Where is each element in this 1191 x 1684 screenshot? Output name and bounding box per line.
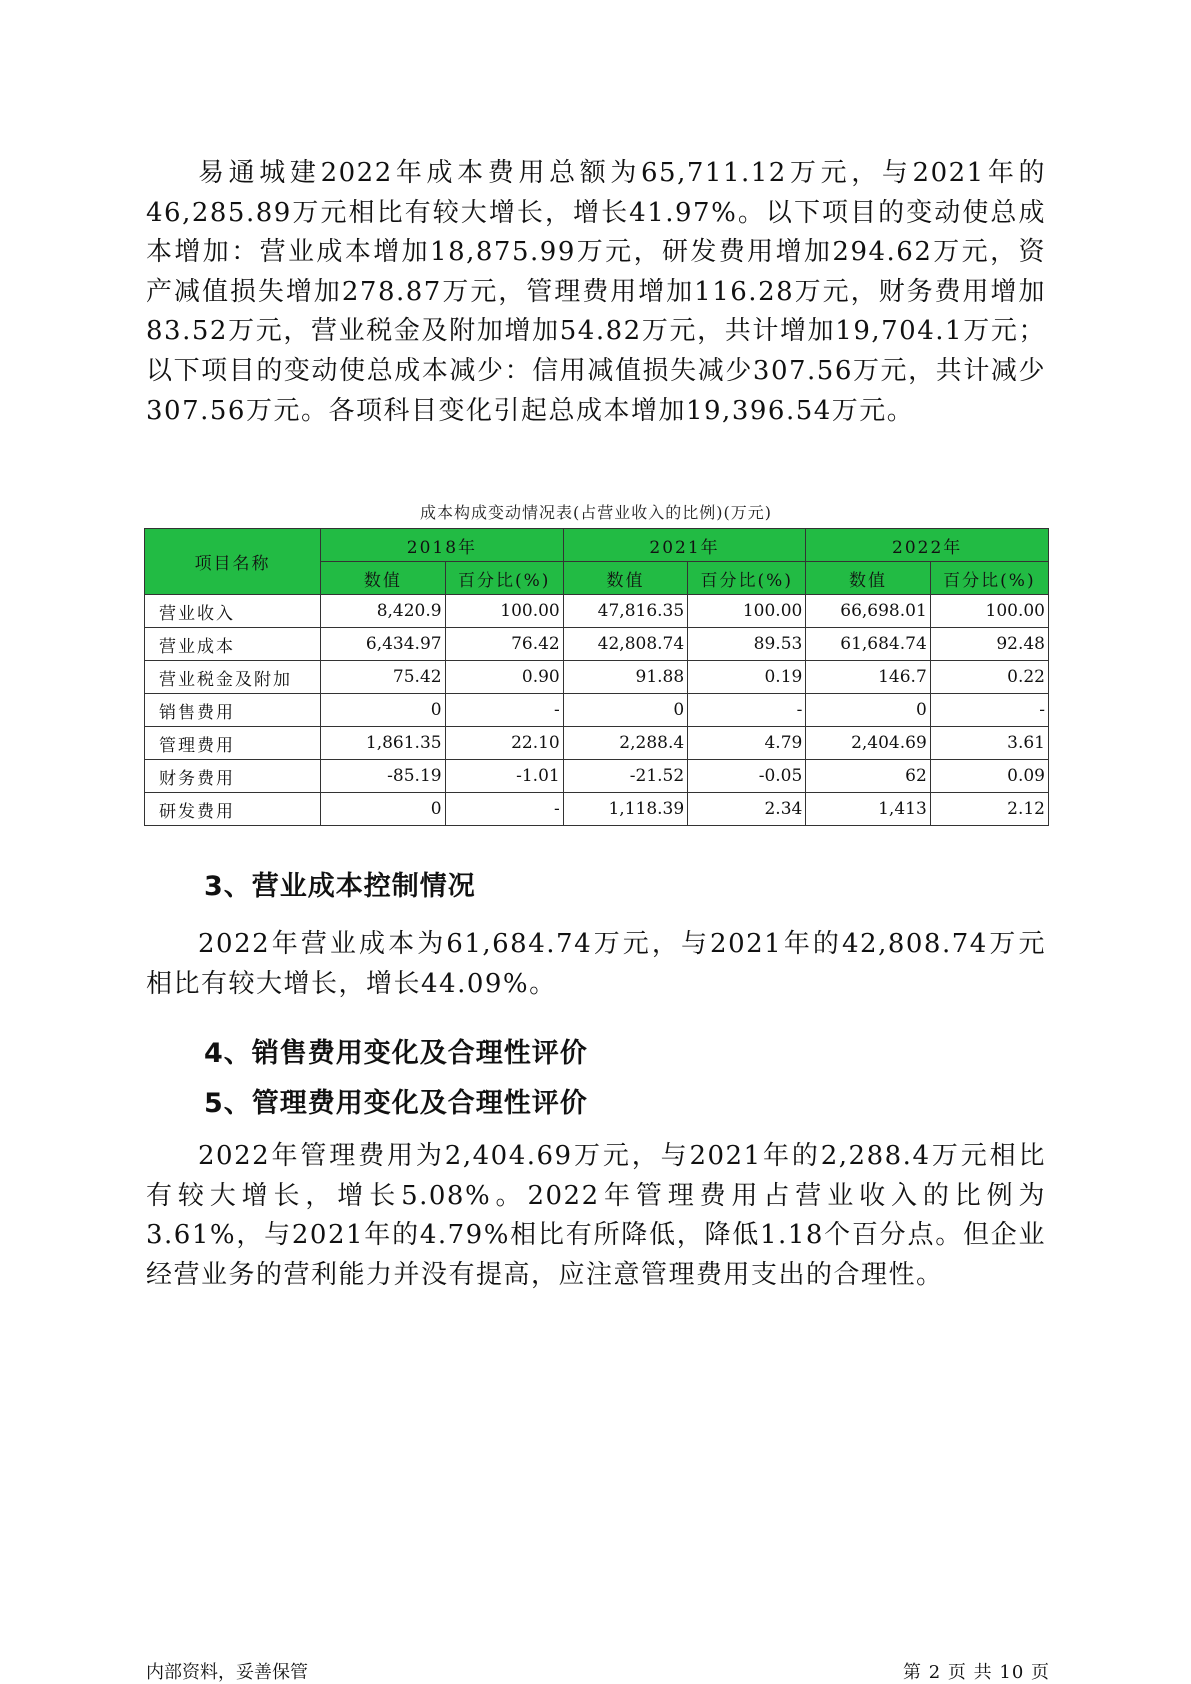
percent-cell: 22.10 [445,727,563,760]
percent-cell: 0.19 [688,661,806,694]
table-row [145,760,1049,793]
percent-cell: - [445,694,563,727]
page-number: 第 2 页 共 10 页 [903,1662,1050,1683]
value-cell: 75.42 [321,661,445,694]
value-cell: 0 [321,694,445,727]
value-cell: 146.7 [806,661,930,694]
value-cell: 6,434.97 [321,628,445,661]
percent-header: 百分比(%) [688,562,806,595]
table-body [145,595,1049,826]
value-cell: -21.52 [563,760,687,793]
value-cell: 1,861.35 [321,727,445,760]
row-item-name: 财务费用 [145,760,321,793]
table-row [145,661,1049,694]
percent-cell: 89.53 [688,628,806,661]
value-cell: 8,420.9 [321,595,445,628]
table-row [145,595,1049,628]
cost-summary-paragraph: 易通城建2022年成本费用总额为65,711.12万元，与2021年的46,285.89万元相比有较大增长，增长41.97%。以下项目的变动使总成本增加：营业成本增加18,875.99万元，研发费用增加294.62万元，资产减值损失增加278.87万元，管理费用增加116.28万元，财务费用增加83.52万元，营业税金及附加增加54.82万元，共计增加19,704.1万元；以下项目的变动使总成本减少：信用减值损失减少307.56万元，共计减少307.56万元。各项科目变化引起总成本增加19,396.54万元。 [146,158,1046,426]
value-cell: 47,816.35 [563,595,687,628]
percent-cell: 2.12 [930,793,1048,826]
table-row [145,694,1049,727]
section-heading: 3、营业成本控制情况 [204,871,476,902]
table-row [145,628,1049,661]
percent-cell: 100.00 [930,595,1048,628]
table-caption: 成本构成变动情况表(占营业收入的比例)(万元) [420,503,772,522]
cost-structure-table [144,528,1049,826]
value-header: 数值 [321,562,445,595]
value-cell: 91.88 [563,661,687,694]
table-row [145,793,1049,826]
value-header: 数值 [806,562,930,595]
percent-cell: -1.01 [445,760,563,793]
value-cell: 0 [563,694,687,727]
percent-cell: - [688,694,806,727]
percent-cell: 2.34 [688,793,806,826]
percent-cell: 0.09 [930,760,1048,793]
percent-cell: -0.05 [688,760,806,793]
value-cell: 42,808.74 [563,628,687,661]
operating-cost-paragraph: 2022年营业成本为61,684.74万元，与2021年的42,808.74万元相比有较大增长，增长44.09%。 [146,929,1046,999]
value-cell: 0 [806,694,930,727]
percent-cell: 100.00 [445,595,563,628]
value-cell: 1,413 [806,793,930,826]
section-heading: 5、管理费用变化及合理性评价 [204,1088,588,1119]
value-header: 数值 [563,562,687,595]
percent-header: 百分比(%) [445,562,563,595]
year-header: 2018年 [321,529,564,562]
value-cell: 61,684.74 [806,628,930,661]
value-cell: 2,404.69 [806,727,930,760]
value-cell: 0 [321,793,445,826]
percent-cell: 92.48 [930,628,1048,661]
year-header: 2022年 [806,529,1049,562]
value-cell: 62 [806,760,930,793]
value-cell: 66,698.01 [806,595,930,628]
value-cell: 1,118.39 [563,793,687,826]
percent-cell: 0.90 [445,661,563,694]
row-item-name: 销售费用 [145,694,321,727]
row-item-name: 营业税金及附加 [145,661,321,694]
row-item-name: 管理费用 [145,727,321,760]
admin-expense-paragraph: 2022年管理费用为2,404.69万元，与2021年的2,288.4万元相比有较大增长，增长5.08%。2022年管理费用占营业收入的比例为3.61%，与2021年的4.79%相比有所降低，降低1.18个百分点。但企业经营业务的营利能力并没有提高，应注意管理费用支出的合理性。 [146,1141,1046,1290]
percent-cell: 0.22 [930,661,1048,694]
percent-header: 百分比(%) [930,562,1048,595]
row-item-name: 研发费用 [145,793,321,826]
value-cell: 2,288.4 [563,727,687,760]
percent-cell: 3.61 [930,727,1048,760]
item-name-header: 项目名称 [145,529,321,595]
percent-cell: - [930,694,1048,727]
row-item-name: 营业成本 [145,628,321,661]
footer-confidential-note: 内部资料，妥善保管 [146,1662,308,1683]
section-heading: 4、销售费用变化及合理性评价 [204,1038,588,1069]
year-header: 2021年 [563,529,806,562]
percent-cell: - [445,793,563,826]
percent-cell: 100.00 [688,595,806,628]
row-item-name: 营业收入 [145,595,321,628]
percent-cell: 76.42 [445,628,563,661]
value-cell: -85.19 [321,760,445,793]
percent-cell: 4.79 [688,727,806,760]
table-row [145,727,1049,760]
